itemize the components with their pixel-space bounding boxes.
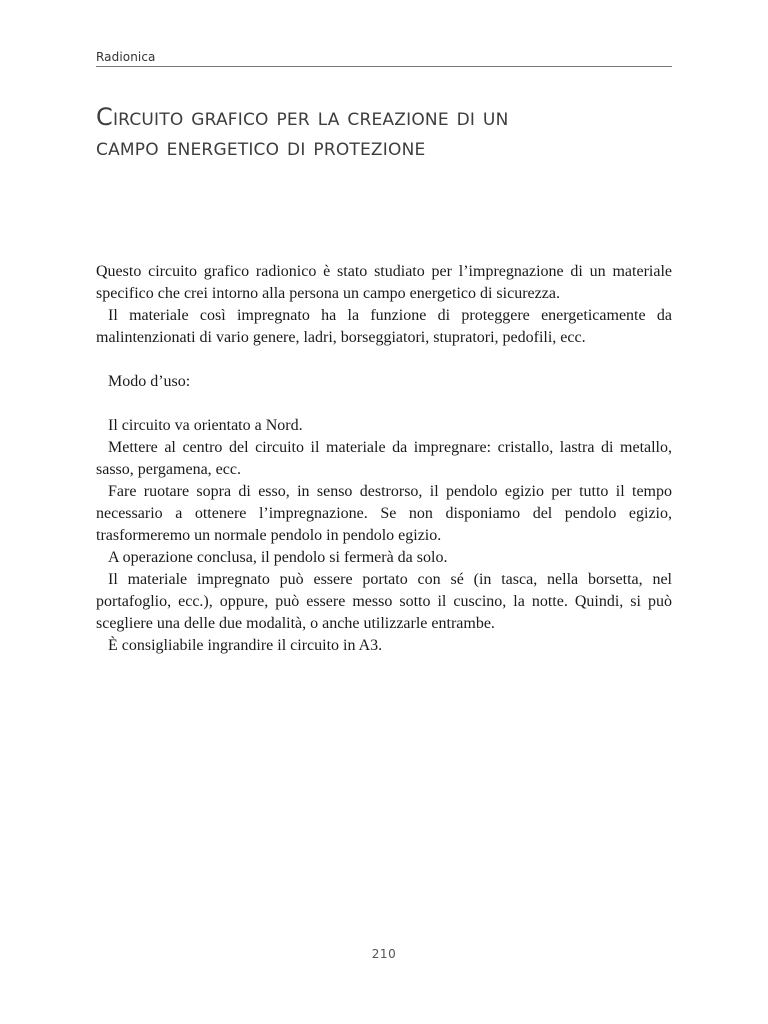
intro-paragraph: Questo circuito grafico radionico è stato studiato per l’impregnazione di un materiale specifico che crei intorno alla persona un campo energetico di sicurezza. bbox=[96, 263, 672, 302]
instruction-paragraph: Fare ruotare sopra di esso, in senso destrorso, il pendolo egizio per tutto il tempo necessario a ottenere l’impregnazione. Se non disponiamo del pendolo egizio, trasformeremo un normale pendolo in pendolo egizio. bbox=[96, 483, 672, 544]
instruction-paragraph: Il materiale impregnato può essere portato con sé (in tasca, nella borsetta, nel portafoglio, ecc.), oppure, può essere messo sotto il cuscino, la notte. Quindi, si può scegliere una delle due modalità, o anche utilizzarle entrambe. bbox=[96, 571, 672, 632]
chapter-title-line-1: Circuito grafico per la creazione di un bbox=[96, 103, 509, 131]
paragraph-gap bbox=[96, 393, 672, 415]
instruction-paragraph: A operazione conclusa, il pendolo si fermerà da solo. bbox=[108, 549, 448, 566]
instruction-paragraph: Il circuito va orientato a Nord. bbox=[108, 417, 303, 434]
usage-heading: Modo d’uso: bbox=[108, 373, 191, 390]
chapter-title-line-2: campo energetico di protezione bbox=[96, 133, 426, 161]
paragraph-gap bbox=[96, 349, 672, 371]
page-number: 210 bbox=[371, 947, 397, 961]
instruction-paragraph: È consigliabile ingrandire il circuito in A3. bbox=[108, 637, 383, 654]
running-header: Radionica bbox=[96, 50, 156, 64]
purpose-paragraph: Il materiale così impregnato ha la funzione di proteggere energeticamente da malintenzionati di vario genere, ladri, borseggiatori, stupratori, pedofili, ecc. bbox=[96, 307, 672, 346]
header-rule bbox=[96, 66, 672, 67]
instruction-paragraph: Mettere al centro del circuito il materiale da impregnare: cristallo, lastra di metallo, sasso, pergamena, ecc. bbox=[96, 439, 672, 478]
body-text bbox=[96, 261, 672, 657]
chapter-title bbox=[96, 102, 686, 162]
